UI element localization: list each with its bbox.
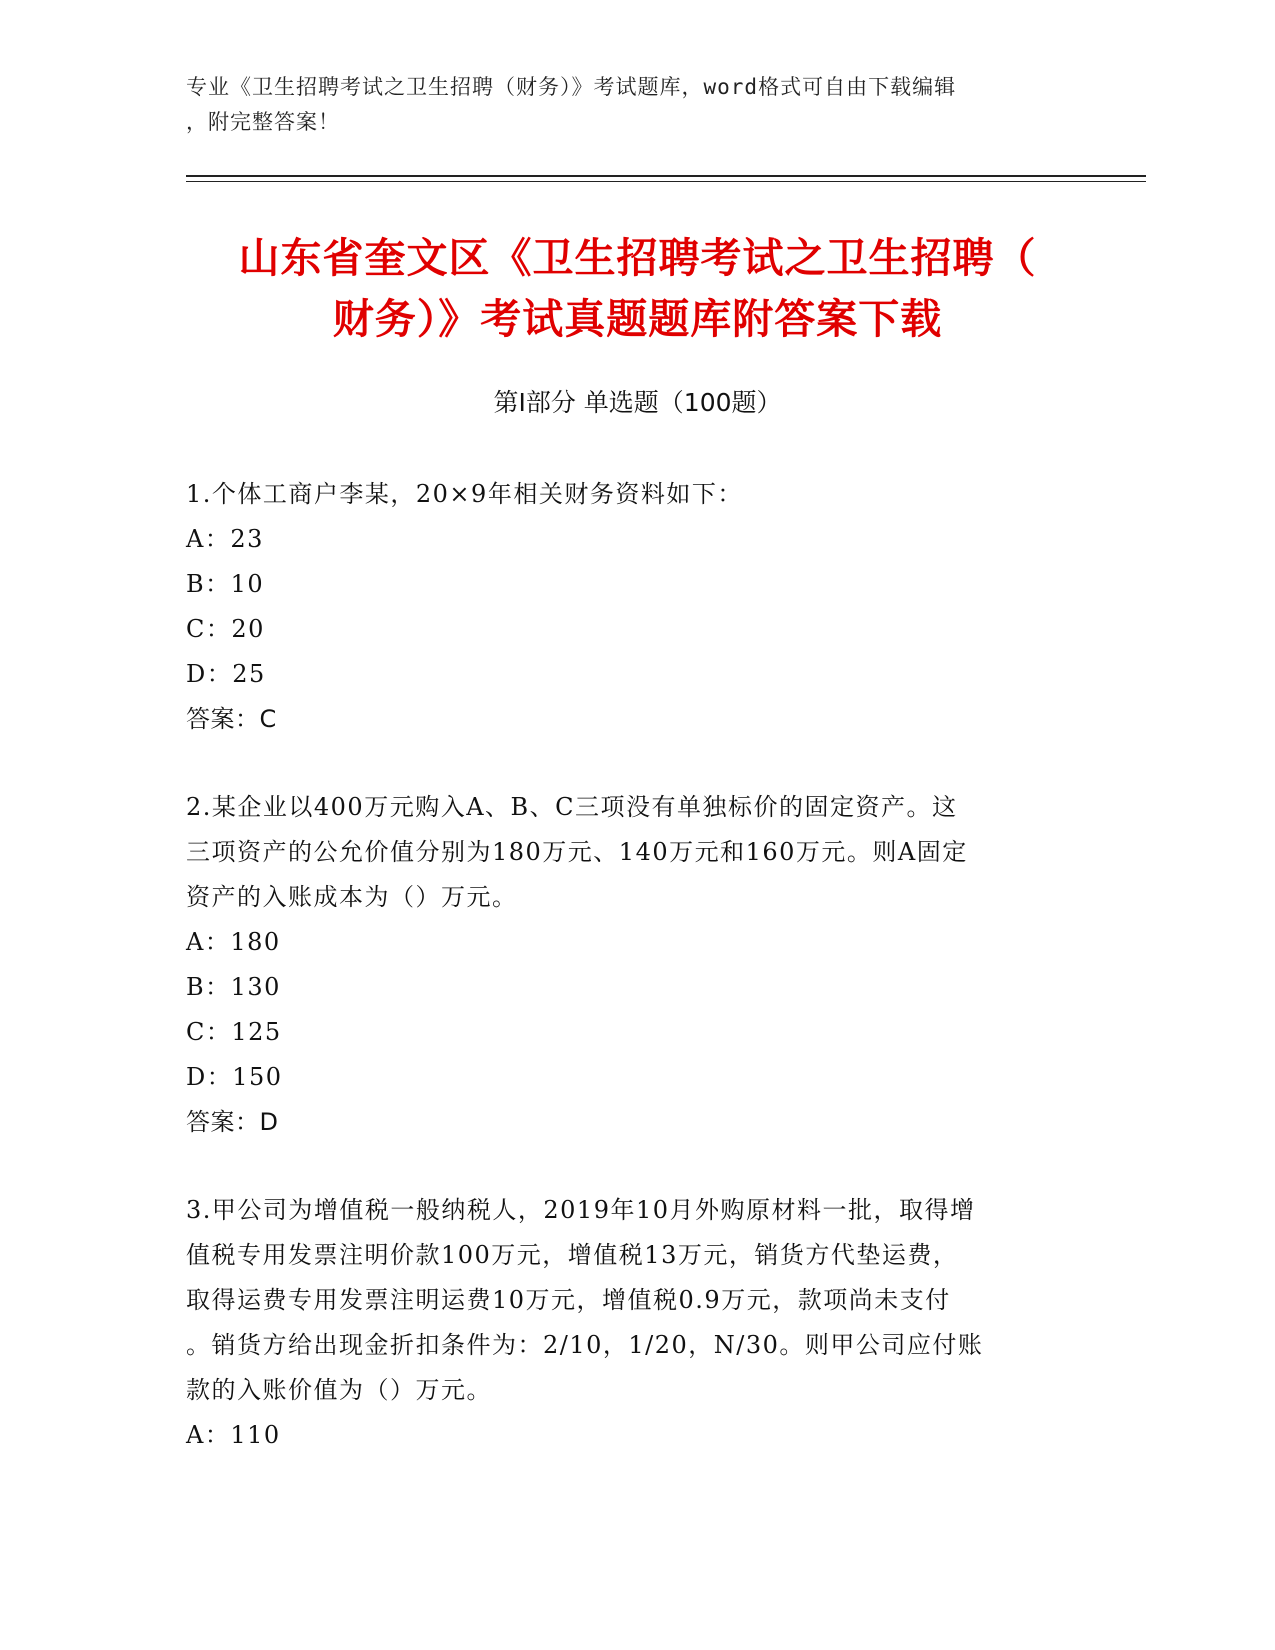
question-1: [186, 472, 1086, 742]
question-text-line-3: 资产的入账成本为（）万元。: [186, 883, 518, 911]
option-d: D：25: [186, 660, 266, 688]
option-d: D：150: [186, 1063, 283, 1091]
option-a: A：110: [186, 1421, 281, 1449]
answer-text: 答案：D: [186, 1108, 279, 1136]
option-a: A：23: [186, 525, 264, 553]
document-title-line-1: 山东省奎文区《卫生招聘考试之卫生招聘（: [238, 234, 1037, 282]
document-title-line-2: 财务）》考试真题题库附答案下载: [332, 295, 943, 343]
question-text-line-4: 。销货方给出现金折扣条件为：2/10，1/20，N/30。则甲公司应付账: [186, 1331, 984, 1359]
option-c: C：20: [186, 615, 265, 643]
header-note-line-1: 专业《卫生招聘考试之卫生招聘（财务）》考试题库，word格式可自由下载编辑: [186, 75, 957, 99]
question-text-line-5: 款的入账价值为（）万元。: [186, 1376, 492, 1404]
header-divider-thick: [186, 175, 1146, 177]
option-b: B：130: [186, 973, 281, 1001]
section-heading: 第Ⅰ部分 单选题（100题）: [493, 388, 782, 417]
header-note-line-2: ，附完整答案！: [186, 110, 340, 134]
header-note: [186, 70, 1086, 140]
option-c: C：125: [186, 1018, 282, 1046]
question-text: 1.个体工商户李某，20×9年相关财务资料如下：: [186, 480, 743, 508]
question-text-line-1: 2.某企业以400万元购入A、B、C三项没有单独标价的固定资产。这: [186, 793, 958, 821]
document-title: [140, 228, 1135, 350]
question-list: [186, 472, 1086, 1501]
question-text-line-2: 三项资产的公允价值分别为180万元、140万元和160万元。则A固定: [186, 838, 968, 866]
question-text-line-3: 取得运费专用发票注明运费10万元，增值税0.9万元，款项尚未支付: [186, 1286, 951, 1314]
question-3: [186, 1188, 1086, 1458]
question-text-line-2: 值税专用发票注明价款100万元，增值税13万元，销货方代垫运费，: [186, 1241, 959, 1269]
header-divider-thin: [186, 181, 1146, 182]
answer-text: 答案：C: [186, 705, 277, 733]
option-a: A：180: [186, 928, 281, 956]
option-b: B：10: [186, 570, 265, 598]
question-2: [186, 785, 1086, 1145]
question-text-line-1: 3.甲公司为增值税一般纳税人，2019年10月外购原材料一批，取得增: [186, 1196, 976, 1224]
